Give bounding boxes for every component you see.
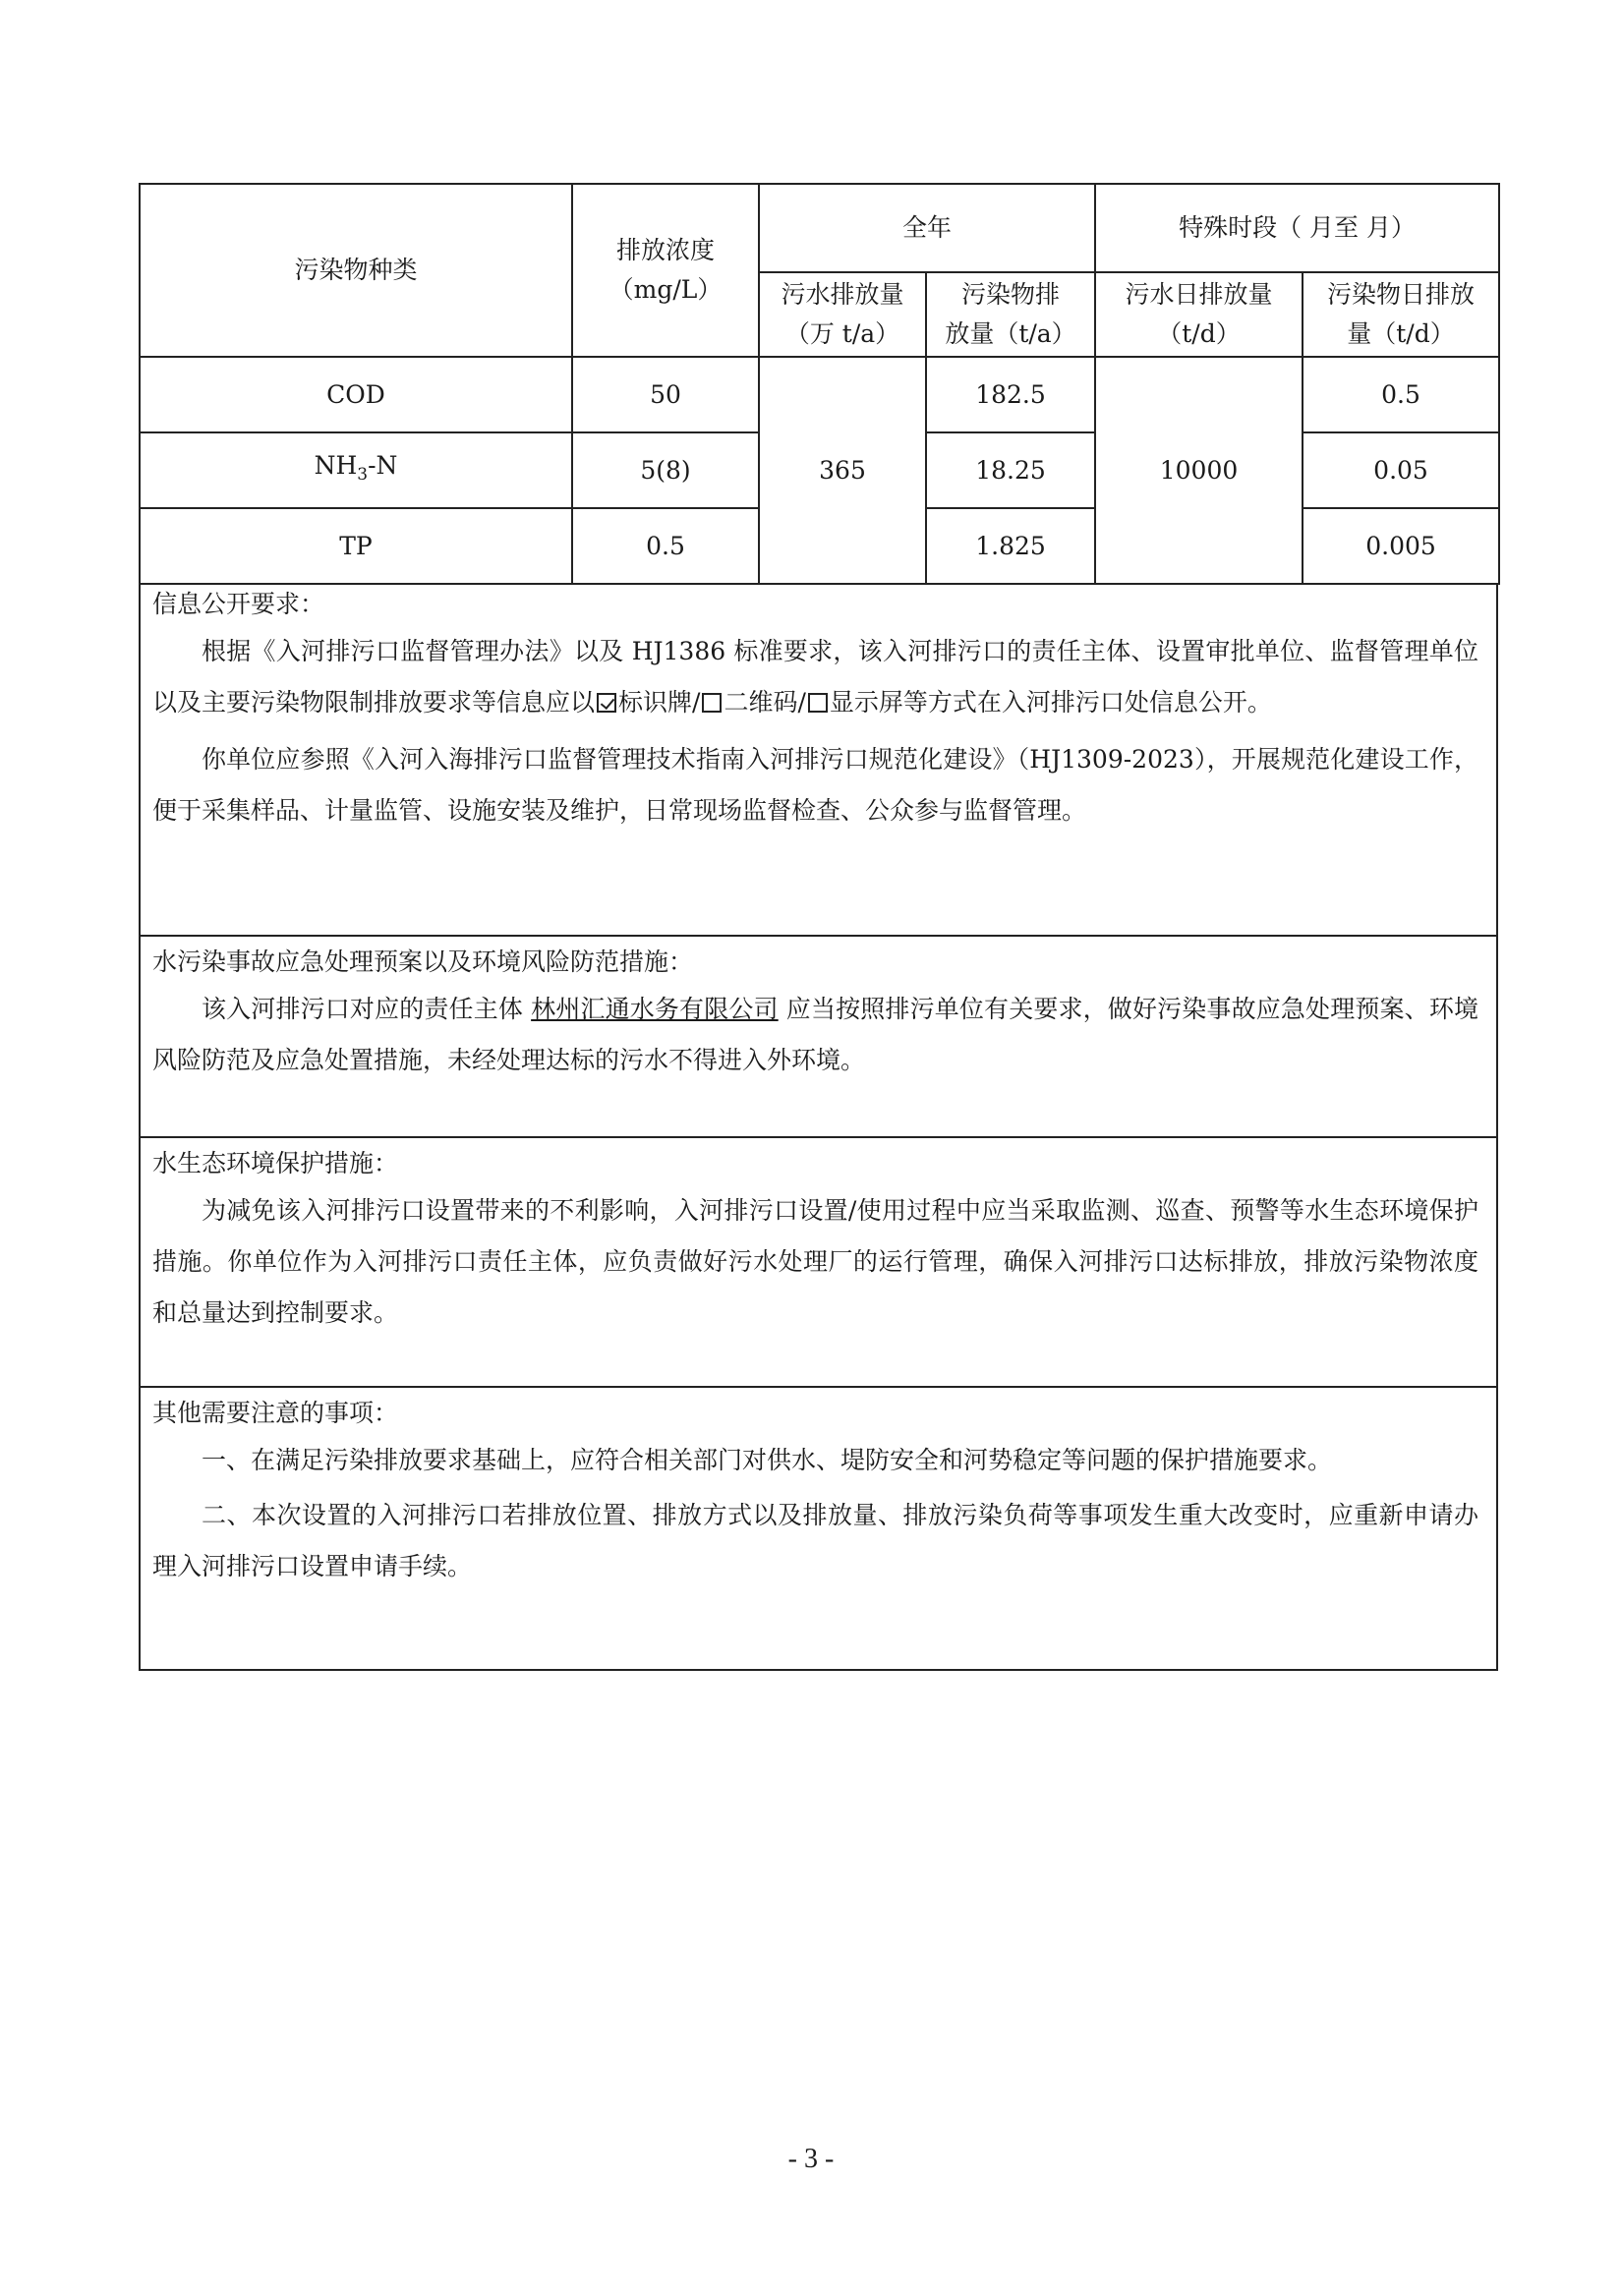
cell-water-year: 365 xyxy=(759,357,926,584)
other-paragraph-2: 二、本次设置的入河排污口若排放位置、排放方式以及排放量、排放污染负荷等事项发生重大改变时，应重新申请办理入河排污口设置申请手续。 xyxy=(152,1501,1478,1580)
section-heading: 信息公开要求： xyxy=(152,590,325,618)
other-paragraph-1: 一、在满足污染排放要求基础上，应符合相关部门对供水、堤防安全和河势稳定等问题的保护措施要求。 xyxy=(202,1446,1333,1474)
checkbox-empty-icon xyxy=(702,693,722,713)
header-full-year: 全年 xyxy=(759,184,1095,272)
cell-concentration: 5(8) xyxy=(572,432,759,508)
cell-pollutant-year: 18.25 xyxy=(926,432,1095,508)
cell-pollutant: COD xyxy=(140,357,572,432)
company-name: 林州汇通水务有限公司 xyxy=(531,995,779,1023)
cell-concentration: 0.5 xyxy=(572,508,759,584)
section-heading: 水生态环境保护措施： xyxy=(152,1149,399,1177)
info-paragraph-2: 你单位应参照《入河入海排污口监督管理技术指南入河排污口规范化建设》（HJ1309-2023），开展规范化建设工作，便于采集样品、计量监管、设施安装及维护，日常现场监督检查、公众参与监督管理。 xyxy=(152,745,1478,825)
header-pollutant-year: 污染物排 放量（t/a） xyxy=(926,272,1095,357)
section-heading: 水污染事故应急处理预案以及环境风险防范措施： xyxy=(152,947,694,976)
pollutant-table xyxy=(139,183,1500,585)
header-water-year: 污水排放量 （万 t/a） xyxy=(759,272,926,357)
info-disclosure-section xyxy=(139,583,1498,937)
section-heading: 其他需要注意的事项： xyxy=(152,1399,399,1427)
cell-pollutant-day: 0.05 xyxy=(1303,432,1499,508)
cell-pollutant-day: 0.005 xyxy=(1303,508,1499,584)
ecology-paragraph: 为减免该入河排污口设置带来的不利影响，入河排污口设置/使用过程中应当采取监测、巡查、预警等水生态环境保护措施。你单位作为入河排污口责任主体，应负责做好污水处理厂的运行管理，确保入河排污口达标排放，排放污染物浓度和总量达到控制要求。 xyxy=(152,1196,1478,1327)
table-row xyxy=(140,357,1499,432)
header-concentration: 排放浓度 （mg/L） xyxy=(572,184,759,357)
page-number: - 3 - xyxy=(787,2144,835,2174)
emergency-paragraph: 该入河排污口对应的责任主体 林州汇通水务有限公司 应当按照排污单位有关要求，做好污染事故应急处理预案、环境风险防范及应急处置措施，未经处理达标的污水不得进入外环境。 xyxy=(152,995,1478,1074)
other-notes-section xyxy=(139,1388,1498,1671)
cell-pollutant: $NH_3-N$ xyxy=(140,432,572,508)
ecology-section xyxy=(139,1138,1498,1388)
header-special-period: 特殊时段（ 月至 月） xyxy=(1095,184,1499,272)
cell-pollutant: TP xyxy=(140,508,572,584)
header-pollutant-day: 污染物日排放 量（t/d） xyxy=(1303,272,1499,357)
header-pollutant-type: 污染物种类 xyxy=(140,184,572,357)
emergency-section xyxy=(139,937,1498,1138)
document-page xyxy=(139,183,1498,1670)
checkbox-empty-icon xyxy=(808,693,828,713)
checkbox-checked-icon xyxy=(597,693,616,713)
cell-pollutant-year: 1.825 xyxy=(926,508,1095,584)
cell-pollutant-day: 0.5 xyxy=(1303,357,1499,432)
header-water-day: 污水日排放量 （t/d） xyxy=(1095,272,1303,357)
cell-pollutant-year: 182.5 xyxy=(926,357,1095,432)
cell-water-day: 10000 xyxy=(1095,357,1303,584)
info-paragraph-1: 根据《入河排污口监督管理办法》以及 HJ1386 标准要求，该入河排污口的责任主体、设置审批单位、监督管理单位以及主要污染物限制排放要求等信息应以 标识牌/ 二维码/ 显示屏等方式在入河排污口处信息公开。 xyxy=(152,637,1478,717)
cell-concentration: 50 xyxy=(572,357,759,432)
